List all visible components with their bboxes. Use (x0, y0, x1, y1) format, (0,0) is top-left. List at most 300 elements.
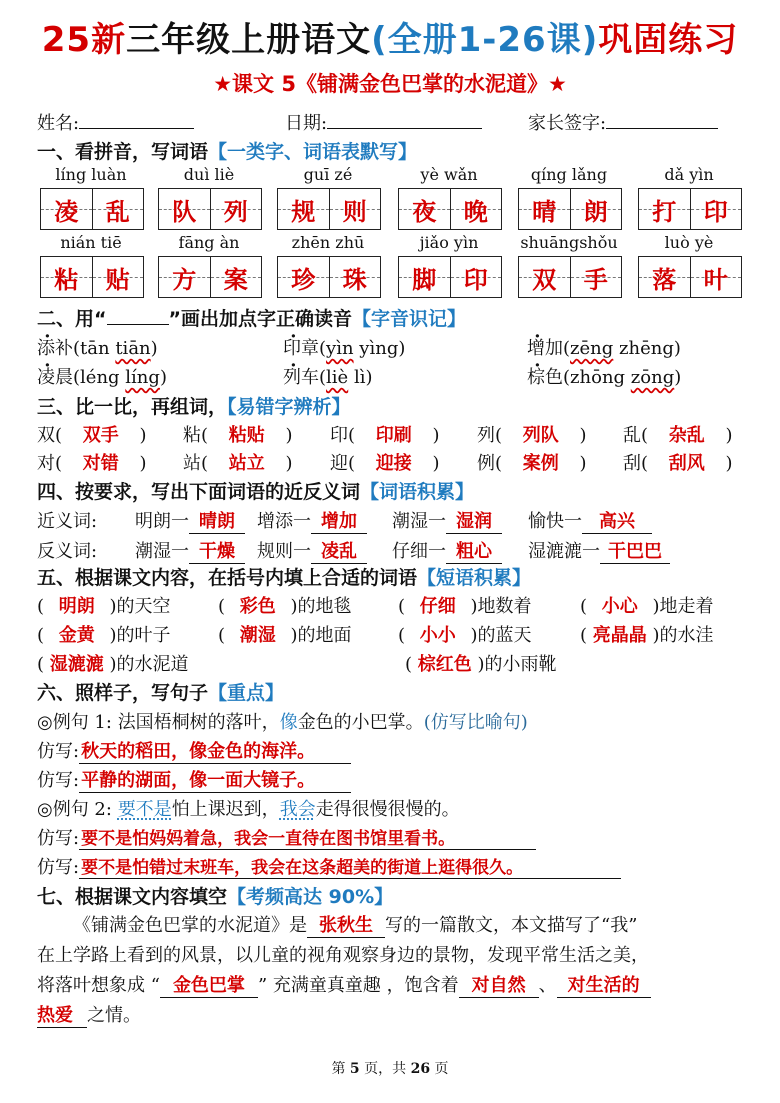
paren-close: ) (426, 453, 440, 474)
given-word: 明朗一 (135, 511, 189, 532)
paren-close: ) (103, 625, 117, 646)
word-end: ) (365, 367, 373, 388)
base-character: 乱 (623, 425, 641, 446)
section-1-title: 一、看拼音，写词语 (37, 141, 209, 163)
answer-character: 珠 (342, 265, 367, 294)
phrase-item (398, 621, 532, 647)
pinyin-label: zhēn zhū (291, 233, 365, 252)
reading-option-1[interactable]: liè (326, 367, 349, 388)
reading-option-1[interactable]: yìn (326, 338, 354, 359)
section-1-heading (37, 137, 417, 164)
copy-label: 仿写: (37, 741, 80, 762)
paren-open: ( (495, 453, 508, 474)
section-7-heading (37, 882, 393, 909)
answer-character: 珍 (291, 265, 316, 294)
word-pair (257, 507, 367, 534)
word-answer[interactable]: 增加 (311, 507, 367, 534)
passage-text-1: 《铺满金色巴掌的水泥道》是 (73, 915, 307, 936)
answer-love-nature[interactable]: 对自然 (459, 971, 539, 998)
example-2-text-b: 怕上课迟到， (171, 799, 280, 820)
title-suffix: 巩固练习 (598, 20, 739, 60)
phrase-answer[interactable]: 棕红色 (417, 654, 472, 675)
word-answer[interactable]: 湿润 (446, 507, 502, 534)
character-cell (41, 189, 92, 229)
writing-box[interactable] (638, 256, 742, 298)
copy-answer-2[interactable]: 平静的湖面，像一面大镜子。 (79, 766, 351, 793)
name-field (37, 108, 194, 135)
base-character: 刮 (623, 453, 641, 474)
example-1-keyword: 像 (279, 712, 298, 733)
copy-line-1 (37, 737, 351, 764)
writing-box[interactable] (40, 256, 144, 298)
compound-answer[interactable]: 印刷 (375, 425, 412, 446)
phrase-tail: 的小雨靴 (484, 654, 557, 675)
character-cell (210, 189, 262, 229)
reading-option-1[interactable]: zēng (570, 338, 614, 359)
page-footer (0, 1058, 780, 1078)
example-1-note: (仿写比喻句) (423, 712, 528, 733)
word-end: ) (150, 338, 158, 359)
phrase-tail: 的蓝天 (477, 625, 532, 646)
phrase-item (580, 592, 714, 618)
compound-answer[interactable]: 迎接 (375, 453, 412, 474)
base-character: 站 (183, 453, 201, 474)
phrase-item (37, 621, 171, 647)
syn-label: 近义词: (37, 511, 98, 532)
paren-close: ) (279, 425, 293, 446)
section-7-tag: 【考频高达 90%】 (227, 886, 394, 908)
writing-box[interactable] (277, 188, 381, 230)
phrase-item (37, 592, 171, 618)
pinyin-label: qíng lǎng (530, 165, 608, 184)
compound-answer[interactable]: 案例 (522, 453, 559, 474)
answer-character: 乱 (105, 197, 130, 226)
example-sentence-1 (37, 708, 528, 734)
answer-imagine[interactable]: 金色巴掌 (160, 971, 258, 998)
pinyin-label: jiǎo yìn (419, 233, 479, 252)
paren-open: ( (201, 425, 214, 446)
passage-line-1 (73, 911, 637, 938)
passage-text-4: ” 充满童真童趣 ，饱含着 (257, 975, 459, 996)
base-character: 对 (37, 453, 55, 474)
copy-answer-3[interactable]: 要不是怕妈妈着急，我会一直待在图书馆里看书。 (79, 824, 536, 850)
answer-character: 凌 (54, 197, 79, 226)
character-cell (450, 257, 502, 297)
phrase-answer[interactable]: 明朗 (58, 596, 95, 617)
phrase-tail: 的地毯 (297, 596, 352, 617)
phrase-tail: 的叶子 (116, 625, 171, 646)
word-pair (528, 537, 670, 564)
passage-line-2: 在上学路上看到的风景，以儿童的视角观察身边的景物，发现平常生活之美， (37, 945, 649, 966)
paren-close: ) (646, 596, 660, 617)
base-character: 迎 (330, 453, 348, 474)
answer-character: 夜 (412, 197, 437, 226)
character-cell (690, 257, 742, 297)
answer-character: 晴 (532, 197, 557, 226)
compare-item (330, 421, 440, 447)
writing-box[interactable] (277, 256, 381, 298)
writing-box[interactable] (518, 188, 622, 230)
paren-open: ( (580, 625, 593, 646)
compound-answer[interactable]: 站立 (228, 453, 265, 474)
answer-character: 方 (172, 265, 197, 294)
given-word: 仔细一 (392, 541, 446, 562)
character-cell (639, 257, 690, 297)
paren-open: ( (641, 453, 654, 474)
pinyin-label: nián tiē (60, 233, 122, 252)
compare-item (477, 421, 587, 447)
phrase-item (405, 650, 557, 676)
reading-option-2[interactable]: zōng (630, 367, 675, 388)
answer-character: 朗 (583, 197, 608, 226)
character-cell (570, 257, 622, 297)
phrase-item (218, 621, 352, 647)
paren-close: ) (573, 453, 587, 474)
phrase-tail: 的水泥道 (116, 654, 189, 675)
paren-open: ( (398, 596, 411, 617)
section-4-tag: 【词语积累】 (360, 481, 475, 503)
answer-character: 脚 (412, 265, 437, 294)
phrase-answer[interactable]: 彩色 (239, 596, 276, 617)
phrase-answer[interactable]: 小小 (419, 625, 456, 646)
title-range: (全册1-26课) (371, 20, 599, 60)
date-blank[interactable] (327, 108, 482, 129)
copy-label: 仿写: (37, 857, 80, 878)
compare-item (477, 449, 587, 475)
title-prefix: 25新 (41, 20, 127, 60)
word-end: ) (674, 367, 682, 388)
character-cell (690, 189, 742, 229)
footer-text-a: 第 (331, 1061, 350, 1077)
passage-text-2: 写的一篇散文，本文描写了“我” (385, 915, 638, 936)
given-word: 潮湿一 (392, 511, 446, 532)
pronunciation-item (527, 363, 681, 389)
phrase-answer[interactable]: 仔细 (419, 596, 456, 617)
phrase-tail: 的地面 (297, 625, 352, 646)
parent-label: 家长签字: (528, 113, 607, 134)
copy-answer-4[interactable]: 要不是怕错过末班车，我会在这条超美的街道上逛得很久。 (79, 853, 621, 879)
parent-blank[interactable] (606, 108, 718, 129)
reading-option-1[interactable]: tān (80, 338, 110, 359)
writing-box[interactable] (40, 188, 144, 230)
example-2-label: ◎例句 2: (37, 799, 112, 820)
pinyin-label: duì liè (183, 165, 235, 184)
base-character: 双 (37, 425, 55, 446)
pinyin-label: shuāngshǒu (520, 233, 618, 252)
pinyin-label: guī zé (303, 165, 353, 184)
character-cell (519, 189, 570, 229)
date-label: 日期: (285, 113, 328, 134)
ant-label: 反义词: (37, 541, 98, 562)
compound-answer[interactable]: 粘贴 (228, 425, 265, 446)
paren-close: ) (573, 425, 587, 446)
paren-close: ) (646, 625, 660, 646)
character-cell (210, 257, 262, 297)
word-rest: 加( (545, 338, 571, 359)
reading-option-2[interactable]: lì (353, 367, 366, 388)
character-cell (159, 189, 210, 229)
section-3-tag: 【易错字辨析】 (227, 396, 351, 418)
writing-box[interactable] (518, 256, 622, 298)
example-1-label: ◎例句 1: (37, 712, 112, 733)
passage-line-3 (37, 971, 651, 998)
name-label: 姓名: (37, 113, 80, 134)
copy-line-3 (37, 824, 536, 850)
character-cell (329, 257, 381, 297)
section-6-tag: 【重点】 (208, 682, 285, 704)
section-7-title: 七、根据课文内容填空 (37, 886, 228, 908)
reading-option-2[interactable]: yìng (359, 338, 399, 359)
paren-close: ) (464, 625, 478, 646)
footer-text-b: 页，共 (359, 1061, 411, 1077)
pronunciation-item (283, 334, 405, 360)
word-answer[interactable]: 凌乱 (311, 537, 367, 564)
answer-character: 列 (223, 197, 248, 226)
character-cell (159, 257, 210, 297)
underline-sample (107, 310, 169, 325)
lesson-subtitle: ★课文 5《铺满金色巴掌的水泥道》★ (213, 72, 567, 96)
word-end: ) (673, 338, 681, 359)
phrase-item (580, 621, 714, 647)
copy-answer-1[interactable]: 秋天的稻田，像金色的海洋。 (79, 737, 351, 764)
pinyin-label: luò yè (664, 233, 714, 252)
paren-open: ( (37, 654, 50, 675)
copy-line-2 (37, 766, 351, 793)
paren-close: ) (133, 425, 147, 446)
copy-label: 仿写: (37, 828, 80, 849)
word-rest: 补( (55, 338, 81, 359)
character-cell (41, 257, 92, 297)
given-word: 愉快一 (528, 511, 582, 532)
reading-option-2[interactable]: zhēng (619, 338, 674, 359)
example-1-text-c: 金色的小巴掌。 (297, 712, 424, 733)
dotted-character: 棕 (527, 367, 545, 388)
paren-open: ( (405, 654, 418, 675)
given-word: 增添一 (257, 511, 311, 532)
paren-open: ( (348, 453, 361, 474)
compare-item (183, 449, 293, 475)
character-cell (399, 257, 450, 297)
reading-option-1[interactable]: zhōng (570, 367, 626, 388)
page-title (0, 12, 780, 61)
phrase-answer[interactable]: 金黄 (58, 625, 95, 646)
word-rest: 章( (301, 338, 327, 359)
dotted-character: 添 (37, 338, 55, 359)
phrase-tail: 地数着 (477, 596, 532, 617)
example-2-text-d: 走得很慢很慢的。 (315, 799, 460, 820)
pinyin-label: yè wǎn (420, 165, 478, 184)
paren-close: ) (426, 425, 440, 446)
compare-item (623, 449, 733, 475)
reading-option-1[interactable]: léng (80, 367, 120, 388)
reading-option-2[interactable]: líng (125, 367, 160, 388)
writing-box[interactable] (158, 256, 262, 298)
example-sentence-2 (37, 795, 460, 821)
compare-item (37, 421, 147, 447)
character-cell (329, 189, 381, 229)
footer-total: 26 (410, 1061, 431, 1077)
section-2-title-b: ”画出加点字正确读音 (168, 308, 352, 330)
answer-character: 印 (703, 197, 728, 226)
pronunciation-item (37, 363, 167, 389)
paren-close: ) (284, 596, 298, 617)
dotted-character: 凌 (37, 367, 55, 388)
word-answer[interactable]: 晴朗 (189, 507, 245, 534)
paren-open: ( (398, 625, 411, 646)
pronunciation-item (37, 334, 158, 360)
section-3-heading (37, 392, 351, 419)
writing-box[interactable] (398, 188, 502, 230)
word-pair (392, 507, 502, 534)
given-word: 湿漉漉一 (528, 541, 600, 562)
word-end: ) (159, 367, 167, 388)
base-character: 粘 (183, 425, 201, 446)
phrase-tail: 的水洼 (659, 625, 714, 646)
paren-open: ( (495, 425, 508, 446)
phrase-tail: 地走着 (659, 596, 714, 617)
answer-character: 粘 (54, 265, 79, 294)
section-5-heading (37, 563, 531, 590)
answer-love[interactable]: 热爱 (37, 1001, 87, 1028)
compound-answer[interactable]: 刮风 (668, 453, 705, 474)
phrase-item (398, 592, 532, 618)
phrase-item (218, 592, 352, 618)
compound-answer[interactable]: 双手 (82, 425, 119, 446)
phrase-answer[interactable]: 潮湿 (239, 625, 276, 646)
word-pair (135, 507, 245, 534)
dotted-character: 列 (283, 367, 301, 388)
answer-character: 手 (583, 265, 608, 294)
passage-text-6: 之情。 (87, 1005, 141, 1026)
copy-label: 仿写: (37, 770, 80, 791)
base-character: 印 (330, 425, 348, 446)
given-word: 潮湿一 (135, 541, 189, 562)
parent-sign-field (528, 108, 718, 135)
pinyin-label: dǎ yìn (664, 165, 714, 184)
paren-open: ( (348, 425, 361, 446)
compound-answer[interactable]: 杂乱 (668, 425, 705, 446)
word-answer[interactable]: 高兴 (582, 507, 652, 534)
compare-item (623, 421, 733, 447)
paren-close: ) (719, 453, 733, 474)
section-3-title: 三、比一比，再组词， (37, 396, 228, 418)
example-2-keyword-a: 要不是 (117, 799, 172, 820)
word-rest: 车( (301, 367, 327, 388)
example-1-text-a: 法国梧桐树的落叶， (117, 712, 280, 733)
paren-open: ( (218, 625, 231, 646)
word-answer[interactable]: 粗心 (446, 537, 502, 564)
section-5-title: 五、根据课文内容，在括号内填上合适的词语 (37, 567, 418, 589)
answer-character: 印 (463, 265, 488, 294)
paren-close: ) (471, 654, 485, 675)
copy-line-4 (37, 853, 621, 879)
pronunciation-item (283, 363, 372, 389)
base-character: 列 (477, 425, 495, 446)
character-cell (278, 257, 329, 297)
section-6-title: 六、照样子，写句子 (37, 682, 209, 704)
word-answer[interactable]: 干巴巴 (600, 537, 670, 564)
word-pair (257, 537, 367, 564)
answer-character: 规 (291, 197, 316, 226)
paren-open: ( (55, 425, 68, 446)
base-character: 例 (477, 453, 495, 474)
compare-item (330, 449, 440, 475)
character-cell (92, 189, 144, 229)
section-6-heading (37, 678, 284, 705)
title-main: 三年级上册语文 (126, 20, 372, 60)
paren-open: ( (55, 453, 68, 474)
paren-open: ( (641, 425, 654, 446)
example-2-keyword-c: 我会 (279, 799, 316, 820)
paren-close: ) (284, 625, 298, 646)
paren-close: ) (464, 596, 478, 617)
paren-open: ( (201, 453, 214, 474)
character-cell (519, 257, 570, 297)
character-cell (278, 189, 329, 229)
answer-author[interactable]: 张秋生 (307, 911, 385, 938)
word-end: ) (398, 338, 406, 359)
writing-box[interactable] (398, 256, 502, 298)
dotted-character: 增 (527, 338, 545, 359)
character-cell (639, 189, 690, 229)
word-answer[interactable]: 干燥 (189, 537, 245, 564)
phrase-answer[interactable]: 亮晶晶 (592, 625, 647, 646)
word-pair (392, 537, 502, 564)
writing-box[interactable] (638, 188, 742, 230)
answer-character: 队 (172, 197, 197, 226)
answer-character: 晚 (463, 197, 488, 226)
paren-close: ) (103, 654, 117, 675)
answer-character: 叶 (703, 265, 728, 294)
section-2-title-a: 二、用“ (37, 308, 107, 330)
name-blank[interactable] (79, 108, 194, 129)
writing-box[interactable] (158, 188, 262, 230)
compound-answer[interactable]: 列队 (522, 425, 559, 446)
answer-character: 双 (532, 265, 557, 294)
footer-text-c: 页 (430, 1061, 449, 1077)
word-pair (528, 507, 652, 534)
date-field (285, 108, 482, 135)
phrase-answer[interactable]: 小心 (601, 596, 638, 617)
answer-character: 案 (223, 265, 248, 294)
reading-option-2[interactable]: tiān (115, 338, 151, 359)
phrase-answer[interactable]: 湿漉漉 (49, 654, 104, 675)
section-4-heading (37, 477, 474, 504)
answer-character: 贴 (105, 265, 130, 294)
section-2-heading (37, 304, 466, 331)
word-rest: 晨( (55, 367, 81, 388)
answer-love-life[interactable]: 对生活的 (557, 971, 651, 998)
paren-close: ) (719, 425, 733, 446)
paren-open: ( (580, 596, 593, 617)
phrase-item (37, 650, 189, 676)
paren-open: ( (218, 596, 231, 617)
answer-character: 则 (342, 197, 367, 226)
passage-line-4 (37, 1001, 141, 1028)
word-pair (135, 537, 245, 564)
character-cell (450, 189, 502, 229)
paren-open: ( (37, 596, 50, 617)
compare-item (183, 421, 293, 447)
section-5-tag: 【短语积累】 (417, 567, 532, 589)
compound-answer[interactable]: 对错 (82, 453, 119, 474)
pinyin-label: fāng àn (178, 233, 240, 252)
character-cell (92, 257, 144, 297)
footer-page: 5 (349, 1061, 360, 1077)
pinyin-label: líng luàn (55, 165, 127, 184)
character-cell (399, 189, 450, 229)
word-rest: 色( (545, 367, 571, 388)
